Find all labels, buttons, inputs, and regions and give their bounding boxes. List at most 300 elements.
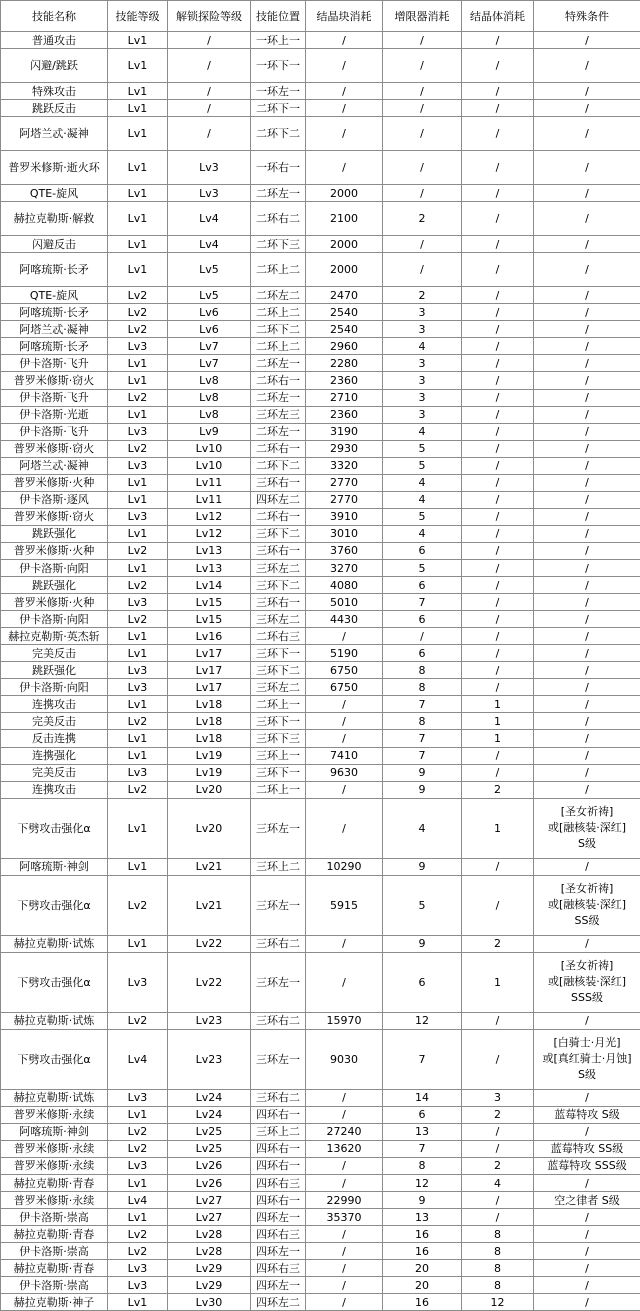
cell-skill-level: Lv2 — [108, 287, 168, 304]
cell-crystal-cost: / — [462, 1209, 534, 1226]
cell-skill-name: 普罗米修斯·火种 — [1, 594, 108, 611]
cell-skill-level: Lv2 — [108, 781, 168, 798]
cell-skill-position: 四环右一 — [251, 1192, 306, 1209]
cell-limiter-cost: 5 — [383, 875, 462, 935]
cell-special-condition: / — [534, 185, 640, 202]
cell-limiter-cost: 8 — [383, 1157, 462, 1174]
cell-skill-name: 下劈攻击强化α — [1, 952, 108, 1012]
cell-skill-position: 二环左二 — [251, 287, 306, 304]
table-row — [1, 304, 640, 321]
cell-unlock-level: / — [168, 100, 251, 117]
cell-special-condition: / — [534, 1277, 640, 1294]
cell-skill-position: 四环右三 — [251, 1226, 306, 1243]
cell-crystal-block-cost: / — [306, 952, 383, 1012]
cell-crystal-cost: 8 — [462, 1277, 534, 1294]
cell-limiter-cost: 7 — [383, 696, 462, 713]
cell-limiter-cost: 4 — [383, 491, 462, 508]
cell-skill-name: 伊卡洛斯·飞升 — [1, 423, 108, 440]
cell-skill-name: 阿塔兰忒·凝神 — [1, 117, 108, 151]
cell-skill-level: Lv1 — [108, 1294, 168, 1311]
cell-skill-level: Lv2 — [108, 577, 168, 594]
cell-skill-name: 伊卡洛斯·向阳 — [1, 611, 108, 628]
table-row — [1, 457, 640, 474]
cell-skill-position: 二环上二 — [251, 338, 306, 355]
cell-special-condition: / — [534, 1294, 640, 1311]
cell-skill-level: Lv1 — [108, 798, 168, 858]
cell-special-condition: / — [534, 662, 640, 679]
cell-special-condition: / — [534, 628, 640, 645]
cell-unlock-level: Lv11 — [168, 491, 251, 508]
cell-skill-position: 四环左二 — [251, 491, 306, 508]
cell-skill-name: 普罗米修斯·火种 — [1, 474, 108, 491]
cell-crystal-block-cost: 10290 — [306, 858, 383, 875]
cell-crystal-cost: / — [462, 440, 534, 457]
cell-special-condition: / — [534, 1226, 640, 1243]
cell-limiter-cost: 12 — [383, 1012, 462, 1029]
cell-special-condition: / — [534, 764, 640, 781]
cell-skill-level: Lv1 — [108, 935, 168, 952]
cell-crystal-block-cost: 2960 — [306, 338, 383, 355]
cell-skill-name: 普罗米修斯·永续 — [1, 1192, 108, 1209]
cell-skill-level: Lv1 — [108, 1209, 168, 1226]
cell-skill-level: Lv3 — [108, 508, 168, 525]
cell-special-condition: / — [534, 1209, 640, 1226]
cell-skill-level: Lv3 — [108, 594, 168, 611]
cell-crystal-cost: / — [462, 662, 534, 679]
table-row — [1, 559, 640, 576]
cell-limiter-cost: 9 — [383, 1192, 462, 1209]
cell-skill-name: 伊卡洛斯·向阳 — [1, 679, 108, 696]
cell-crystal-block-cost: / — [306, 1226, 383, 1243]
cell-crystal-block-cost: 3320 — [306, 457, 383, 474]
cell-crystal-cost: / — [462, 32, 534, 49]
cell-skill-position: 二环右二 — [251, 202, 306, 236]
cell-unlock-level: Lv22 — [168, 952, 251, 1012]
cell-crystal-cost: / — [462, 875, 534, 935]
cell-skill-position: 三环上二 — [251, 858, 306, 875]
cell-skill-name: QTE-旋风 — [1, 287, 108, 304]
table-row — [1, 474, 640, 491]
cell-skill-name: 赫拉克勒斯·试炼 — [1, 935, 108, 952]
cell-skill-name: 普罗米修斯·逝火环 — [1, 151, 108, 185]
cell-skill-level: Lv1 — [108, 1106, 168, 1123]
cell-crystal-cost: 2 — [462, 935, 534, 952]
cell-special-condition: / — [534, 696, 640, 713]
cell-special-condition: / — [534, 1175, 640, 1192]
cell-crystal-block-cost: 4080 — [306, 577, 383, 594]
cell-crystal-cost: / — [462, 1012, 534, 1029]
cell-limiter-cost: / — [383, 83, 462, 100]
cell-unlock-level: Lv17 — [168, 645, 251, 662]
cell-special-condition: / — [534, 781, 640, 798]
cell-skill-level: Lv2 — [108, 440, 168, 457]
cell-unlock-level: / — [168, 83, 251, 100]
table-row — [1, 798, 640, 858]
cell-skill-position: 四环右三 — [251, 1260, 306, 1277]
cell-skill-level: Lv2 — [108, 304, 168, 321]
cell-special-condition: 空之律者 S级 — [534, 1192, 640, 1209]
cell-skill-name: 伊卡洛斯·飞升 — [1, 355, 108, 372]
cell-special-condition: / — [534, 611, 640, 628]
cell-limiter-cost: 20 — [383, 1277, 462, 1294]
cell-special-condition: / — [534, 100, 640, 117]
cell-special-condition: / — [534, 577, 640, 594]
cell-special-condition: [白骑士·月光] 或[真红骑士·月蚀] S级 — [534, 1029, 640, 1089]
table-row — [1, 679, 640, 696]
cell-skill-level: Lv1 — [108, 747, 168, 764]
table-row — [1, 1209, 640, 1226]
table-row — [1, 321, 640, 338]
cell-limiter-cost: 16 — [383, 1226, 462, 1243]
table-row — [1, 662, 640, 679]
cell-crystal-cost: / — [462, 457, 534, 474]
cell-crystal-block-cost: / — [306, 1294, 383, 1311]
cell-special-condition: / — [534, 542, 640, 559]
cell-skill-name: 阿喀琉斯·长矛 — [1, 304, 108, 321]
cell-skill-level: Lv2 — [108, 1012, 168, 1029]
table-row — [1, 781, 640, 798]
cell-skill-position: 二环上一 — [251, 781, 306, 798]
cell-limiter-cost: 8 — [383, 662, 462, 679]
cell-skill-name: 普罗米修斯·火种 — [1, 542, 108, 559]
cell-skill-position: 二环左一 — [251, 423, 306, 440]
cell-limiter-cost: 6 — [383, 542, 462, 559]
cell-skill-position: 二环右一 — [251, 508, 306, 525]
cell-special-condition: / — [534, 406, 640, 423]
cell-skill-name: 普罗米修斯·永续 — [1, 1106, 108, 1123]
cell-limiter-cost: 16 — [383, 1294, 462, 1311]
cell-skill-level: Lv1 — [108, 202, 168, 236]
cell-skill-position: 二环下一 — [251, 100, 306, 117]
cell-limiter-cost: 4 — [383, 338, 462, 355]
table-row — [1, 1277, 640, 1294]
cell-skill-level: Lv1 — [108, 491, 168, 508]
cell-crystal-block-cost: / — [306, 1089, 383, 1106]
cell-crystal-block-cost: / — [306, 1243, 383, 1260]
table-row — [1, 1192, 640, 1209]
cell-crystal-block-cost: 9630 — [306, 764, 383, 781]
table-row — [1, 1089, 640, 1106]
cell-skill-position: 一环上一 — [251, 32, 306, 49]
cell-unlock-level: Lv27 — [168, 1192, 251, 1209]
cell-skill-position: 二环左一 — [251, 355, 306, 372]
cell-crystal-cost: / — [462, 117, 534, 151]
cell-crystal-block-cost: 6750 — [306, 662, 383, 679]
cell-crystal-cost: 12 — [462, 1294, 534, 1311]
cell-crystal-cost: / — [462, 1123, 534, 1140]
cell-skill-level: Lv1 — [108, 83, 168, 100]
cell-unlock-level: Lv24 — [168, 1089, 251, 1106]
cell-crystal-block-cost: / — [306, 781, 383, 798]
cell-unlock-level: Lv18 — [168, 730, 251, 747]
cell-skill-name: 下劈攻击强化α — [1, 1029, 108, 1089]
cell-skill-level: Lv1 — [108, 100, 168, 117]
table-row — [1, 83, 640, 100]
cell-crystal-cost: 2 — [462, 1157, 534, 1174]
cell-skill-level: Lv1 — [108, 474, 168, 491]
table-row — [1, 952, 640, 1012]
cell-crystal-block-cost: 4430 — [306, 611, 383, 628]
cell-limiter-cost: 4 — [383, 525, 462, 542]
cell-unlock-level: Lv10 — [168, 457, 251, 474]
cell-unlock-level: Lv16 — [168, 628, 251, 645]
cell-crystal-block-cost: / — [306, 1175, 383, 1192]
cell-skill-position: 二环右一 — [251, 372, 306, 389]
cell-crystal-cost: / — [462, 389, 534, 406]
cell-limiter-cost: 3 — [383, 406, 462, 423]
table-row — [1, 151, 640, 185]
cell-special-condition: / — [534, 304, 640, 321]
cell-skill-position: 四环左一 — [251, 1209, 306, 1226]
cell-skill-position: 四环右一 — [251, 1140, 306, 1157]
cell-skill-level: Lv3 — [108, 338, 168, 355]
table-row — [1, 747, 640, 764]
cell-skill-level: Lv1 — [108, 32, 168, 49]
table-row — [1, 875, 640, 935]
cell-special-condition: / — [534, 1012, 640, 1029]
cell-skill-name: 闪避反击 — [1, 236, 108, 253]
cell-limiter-cost: 8 — [383, 679, 462, 696]
cell-crystal-block-cost: / — [306, 1157, 383, 1174]
cell-unlock-level: Lv11 — [168, 474, 251, 491]
cell-crystal-block-cost: / — [306, 83, 383, 100]
cell-crystal-cost: 1 — [462, 713, 534, 730]
cell-crystal-block-cost: 3760 — [306, 542, 383, 559]
cell-special-condition: / — [534, 423, 640, 440]
cell-limiter-cost: 6 — [383, 952, 462, 1012]
cell-limiter-cost: 5 — [383, 457, 462, 474]
cell-skill-level: Lv2 — [108, 321, 168, 338]
cell-limiter-cost: / — [383, 628, 462, 645]
cell-crystal-block-cost: / — [306, 798, 383, 858]
cell-skill-name: 连携攻击 — [1, 696, 108, 713]
cell-crystal-block-cost: 2770 — [306, 491, 383, 508]
cell-crystal-block-cost: / — [306, 151, 383, 185]
cell-limiter-cost: 7 — [383, 594, 462, 611]
cell-unlock-level: Lv8 — [168, 406, 251, 423]
cell-special-condition: / — [534, 372, 640, 389]
cell-skill-name: 普罗米修斯·窃火 — [1, 440, 108, 457]
cell-unlock-level: Lv20 — [168, 798, 251, 858]
cell-unlock-level: Lv29 — [168, 1260, 251, 1277]
cell-skill-level: Lv1 — [108, 117, 168, 151]
cell-skill-name: 伊卡洛斯·崇高 — [1, 1243, 108, 1260]
table-row — [1, 117, 640, 151]
cell-skill-level: Lv3 — [108, 679, 168, 696]
cell-special-condition: / — [534, 645, 640, 662]
cell-unlock-level: Lv17 — [168, 679, 251, 696]
cell-skill-position: 三环下二 — [251, 662, 306, 679]
cell-skill-position: 三环左一 — [251, 875, 306, 935]
cell-unlock-level: Lv5 — [168, 287, 251, 304]
cell-skill-level: Lv3 — [108, 952, 168, 1012]
cell-unlock-level: Lv9 — [168, 423, 251, 440]
cell-unlock-level: Lv25 — [168, 1140, 251, 1157]
cell-crystal-block-cost: / — [306, 117, 383, 151]
cell-limiter-cost: 12 — [383, 1175, 462, 1192]
cell-crystal-cost: / — [462, 100, 534, 117]
table-row — [1, 1123, 640, 1140]
cell-skill-level: Lv2 — [108, 713, 168, 730]
cell-unlock-level: Lv28 — [168, 1243, 251, 1260]
cell-special-condition: / — [534, 32, 640, 49]
cell-skill-name: 普罗米修斯·窃火 — [1, 508, 108, 525]
cell-limiter-cost: 20 — [383, 1260, 462, 1277]
cell-unlock-level: Lv29 — [168, 1277, 251, 1294]
cell-unlock-level: Lv4 — [168, 202, 251, 236]
cell-skill-name: 赫拉克勒斯·青春 — [1, 1175, 108, 1192]
cell-special-condition: / — [534, 747, 640, 764]
cell-unlock-level: Lv23 — [168, 1012, 251, 1029]
cell-limiter-cost: 3 — [383, 389, 462, 406]
cell-crystal-cost: 8 — [462, 1260, 534, 1277]
cell-special-condition: / — [534, 713, 640, 730]
cell-crystal-block-cost: 2540 — [306, 321, 383, 338]
cell-crystal-block-cost: 2000 — [306, 236, 383, 253]
cell-skill-name: 普罗米修斯·永续 — [1, 1157, 108, 1174]
cell-crystal-block-cost: / — [306, 49, 383, 83]
cell-special-condition: / — [534, 594, 640, 611]
cell-skill-level: Lv3 — [108, 1089, 168, 1106]
cell-limiter-cost: 9 — [383, 935, 462, 952]
cell-unlock-level: / — [168, 32, 251, 49]
header-limiter-cost: 增限器消耗 — [383, 1, 462, 32]
cell-crystal-cost: / — [462, 321, 534, 338]
cell-skill-name: 反击连携 — [1, 730, 108, 747]
cell-crystal-block-cost: / — [306, 32, 383, 49]
cell-skill-position: 三环下二 — [251, 525, 306, 542]
cell-limiter-cost: 3 — [383, 372, 462, 389]
cell-special-condition: / — [534, 525, 640, 542]
cell-skill-name: 特殊攻击 — [1, 83, 108, 100]
cell-special-condition: / — [534, 151, 640, 185]
cell-crystal-block-cost: 5010 — [306, 594, 383, 611]
table-row — [1, 764, 640, 781]
cell-unlock-level: Lv4 — [168, 236, 251, 253]
cell-crystal-cost: / — [462, 355, 534, 372]
cell-skill-level: Lv3 — [108, 457, 168, 474]
cell-special-condition: / — [534, 389, 640, 406]
cell-unlock-level: Lv15 — [168, 594, 251, 611]
cell-skill-level: Lv3 — [108, 1260, 168, 1277]
cell-crystal-cost: / — [462, 423, 534, 440]
table-row — [1, 594, 640, 611]
table-row — [1, 542, 640, 559]
cell-crystal-cost: / — [462, 1192, 534, 1209]
cell-skill-level: Lv2 — [108, 389, 168, 406]
cell-skill-position: 二环上二 — [251, 304, 306, 321]
table-row — [1, 858, 640, 875]
table-row — [1, 1243, 640, 1260]
cell-special-condition: / — [534, 440, 640, 457]
cell-crystal-block-cost: 3010 — [306, 525, 383, 542]
cell-special-condition: / — [534, 355, 640, 372]
cell-unlock-level: Lv3 — [168, 151, 251, 185]
cell-skill-position: 三环右一 — [251, 474, 306, 491]
cell-limiter-cost: 16 — [383, 1243, 462, 1260]
table-row — [1, 508, 640, 525]
cell-special-condition: / — [534, 679, 640, 696]
cell-unlock-level: Lv3 — [168, 185, 251, 202]
cell-crystal-cost: 1 — [462, 730, 534, 747]
cell-special-condition: 蓝莓特攻 SS级 — [534, 1140, 640, 1157]
cell-special-condition: / — [534, 1123, 640, 1140]
cell-limiter-cost: / — [383, 236, 462, 253]
cell-crystal-block-cost: 5190 — [306, 645, 383, 662]
cell-crystal-cost: / — [462, 1029, 534, 1089]
cell-skill-level: Lv1 — [108, 355, 168, 372]
cell-skill-level: Lv1 — [108, 730, 168, 747]
cell-skill-position: 一环右一 — [251, 151, 306, 185]
cell-unlock-level: / — [168, 49, 251, 83]
cell-unlock-level: Lv15 — [168, 611, 251, 628]
cell-unlock-level: Lv22 — [168, 935, 251, 952]
cell-skill-name: 赫拉克勒斯·青春 — [1, 1260, 108, 1277]
cell-limiter-cost: / — [383, 185, 462, 202]
cell-skill-level: Lv3 — [108, 1277, 168, 1294]
cell-limiter-cost: 9 — [383, 781, 462, 798]
table-row — [1, 525, 640, 542]
header-skill-level: 技能等级 — [108, 1, 168, 32]
cell-crystal-block-cost: 3270 — [306, 559, 383, 576]
cell-special-condition: [圣女祈祷] 或[融核装·深红] S级 — [534, 798, 640, 858]
cell-limiter-cost: / — [383, 49, 462, 83]
cell-crystal-cost: / — [462, 304, 534, 321]
cell-crystal-cost: / — [462, 406, 534, 423]
table-row — [1, 49, 640, 83]
cell-skill-name: 伊卡洛斯·飞升 — [1, 389, 108, 406]
cell-skill-level: Lv2 — [108, 542, 168, 559]
cell-skill-name: 跳跃强化 — [1, 525, 108, 542]
cell-crystal-cost: 1 — [462, 798, 534, 858]
cell-skill-position: 三环下二 — [251, 577, 306, 594]
cell-unlock-level: Lv6 — [168, 304, 251, 321]
cell-skill-level: Lv2 — [108, 1123, 168, 1140]
cell-unlock-level: Lv30 — [168, 1294, 251, 1311]
cell-skill-name: 伊卡洛斯·崇高 — [1, 1209, 108, 1226]
cell-limiter-cost: 9 — [383, 764, 462, 781]
cell-unlock-level: Lv18 — [168, 696, 251, 713]
cell-special-condition: / — [534, 858, 640, 875]
cell-skill-name: 阿喀琉斯·长矛 — [1, 338, 108, 355]
cell-crystal-block-cost: 2100 — [306, 202, 383, 236]
cell-unlock-level: Lv28 — [168, 1226, 251, 1243]
cell-skill-position: 二环右三 — [251, 628, 306, 645]
cell-limiter-cost: 5 — [383, 440, 462, 457]
cell-skill-position: 三环上二 — [251, 1123, 306, 1140]
cell-skill-position: 三环右二 — [251, 1012, 306, 1029]
cell-limiter-cost: / — [383, 117, 462, 151]
cell-special-condition: / — [534, 1260, 640, 1277]
table-row — [1, 440, 640, 457]
table-row — [1, 1294, 640, 1311]
cell-crystal-cost: / — [462, 747, 534, 764]
cell-skill-position: 三环右二 — [251, 1089, 306, 1106]
cell-skill-level: Lv1 — [108, 559, 168, 576]
cell-crystal-cost: 4 — [462, 1175, 534, 1192]
cell-skill-level: Lv2 — [108, 1226, 168, 1243]
cell-unlock-level: Lv10 — [168, 440, 251, 457]
cell-skill-level: Lv1 — [108, 49, 168, 83]
header-crystal-cost: 结晶体消耗 — [462, 1, 534, 32]
table-row — [1, 1029, 640, 1089]
cell-crystal-block-cost: 2540 — [306, 304, 383, 321]
cell-limiter-cost: 5 — [383, 508, 462, 525]
cell-crystal-cost: / — [462, 594, 534, 611]
cell-limiter-cost: 3 — [383, 304, 462, 321]
cell-crystal-cost: / — [462, 202, 534, 236]
cell-crystal-block-cost: 35370 — [306, 1209, 383, 1226]
